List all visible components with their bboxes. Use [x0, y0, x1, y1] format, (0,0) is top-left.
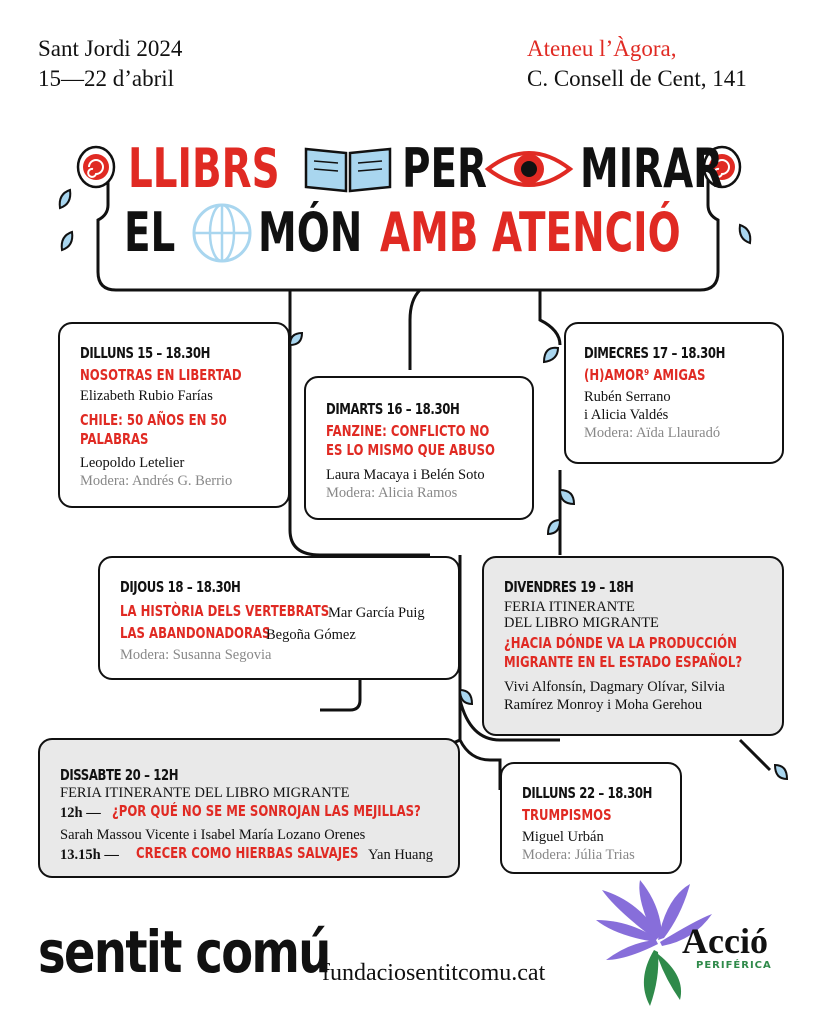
event-title: TRUMPISMOS	[522, 806, 612, 824]
event-author: Mar García Puig	[328, 605, 425, 621]
periferica-wordmark: PERIFÉRICA	[696, 960, 772, 971]
footer-url[interactable]: fundaciosentitcomu.cat	[322, 960, 546, 986]
event-card-thu18	[98, 556, 460, 680]
title-word-amb-atencio: AMB ATENCIÓ	[380, 201, 681, 264]
event-day: DISSABTE 20 – 12H	[60, 766, 179, 784]
event-title: ES LO MISMO QUE ABUSO	[326, 441, 496, 459]
event-title: LA HISTÒRIA DELS VERTEBRATS	[120, 602, 330, 620]
event-time: 12h —	[60, 805, 101, 821]
event-card-fri19	[482, 556, 784, 736]
event-title: PALABRAS	[80, 430, 149, 448]
accio-periferica-logo	[596, 880, 796, 1010]
event-moderator: Modera: Andrés G. Berrio	[80, 473, 233, 489]
event-authors: Ramírez Monroy i Moha Gerehou	[504, 697, 703, 713]
event-authors: Laura Macaya i Belén Soto	[326, 467, 485, 483]
event-title: MIGRANTE EN EL ESTADO ESPAÑOL?	[504, 653, 743, 671]
event-author: Elizabeth Rubio Farías	[80, 388, 213, 404]
venue-name: Ateneu l’Àgora,	[527, 36, 677, 61]
title-word-el: EL	[124, 201, 176, 264]
event-day: DIMECRES 17 – 18.30H	[584, 344, 726, 362]
event-day: DIVENDRES 19 – 18H	[504, 578, 634, 596]
event-time: 13.15h —	[60, 847, 119, 863]
event-day: DILLUNS 15 – 18.30H	[80, 344, 211, 362]
event-card-mon15	[58, 322, 290, 508]
event-card-mon22	[500, 762, 682, 874]
event-name: Sant Jordi 2024	[38, 36, 183, 61]
event-dates: 15—22 d’abril	[38, 66, 175, 91]
event-authors: Vivi Alfonsín, Dagmary Olívar, Silvia	[504, 679, 725, 695]
eye-icon	[484, 143, 574, 195]
event-card-sat20	[38, 738, 460, 878]
event-subtitle: FERIA ITINERANTE	[504, 599, 635, 615]
venue-address: C. Consell de Cent, 141	[527, 66, 747, 91]
event-title: CRECER COMO HIERBAS SALVAJES	[136, 844, 359, 862]
event-title: ¿HACIA DÓNDE VA LA PRODUCCIÓN	[504, 634, 737, 652]
title-banner	[98, 135, 724, 290]
event-author: i Alicia Valdés	[584, 407, 669, 423]
event-moderator: Modera: Aïda Llauradó	[584, 425, 721, 441]
title-word-mon: MÓN	[258, 201, 363, 264]
event-card-tue16	[304, 376, 534, 520]
event-author: Miguel Urbán	[522, 829, 604, 845]
event-title: CHILE: 50 AÑOS EN 50	[80, 411, 227, 429]
accio-wordmark: Acció	[682, 921, 768, 961]
event-author: Yan Huang	[368, 847, 433, 863]
event-day: DIMARTS 16 – 18.30H	[326, 400, 460, 418]
event-moderator: Modera: Júlia Trias	[522, 847, 635, 863]
sentit-comu-logo: sentit comú	[38, 918, 330, 986]
rose-icon	[74, 143, 118, 193]
event-title: ¿POR QUÉ NO SE ME SONROJAN LAS MEJILLAS?	[112, 802, 421, 820]
event-day: DIJOUS 18 – 18.30H	[120, 578, 241, 596]
event-author: Leopoldo Letelier	[80, 455, 185, 471]
event-title: (H)AMOR⁹ AMIGAS	[584, 366, 706, 384]
globe-icon	[190, 201, 254, 265]
event-subtitle: DEL LIBRO MIGRANTE	[504, 615, 659, 631]
event-authors: Sarah Massou Vicente i Isabel María Lozano Orenes	[60, 827, 366, 843]
title-word-llibrs: LLIBRS	[128, 137, 280, 200]
event-moderator: Modera: Susanna Segovia	[120, 647, 272, 663]
event-subtitle: FERIA ITINERANTE DEL LIBRO MIGRANTE	[60, 785, 350, 801]
event-title: NOSOTRAS EN LIBERTAD	[80, 366, 242, 384]
title-word-per: PER	[402, 137, 487, 200]
event-day: DILLUNS 22 – 18.30H	[522, 784, 653, 802]
book-icon	[302, 143, 394, 197]
event-author: Begoña Gómez	[266, 627, 356, 643]
title-word-mirar: MIRAR	[580, 137, 724, 200]
event-author: Rubén Serrano	[584, 389, 671, 405]
event-moderator: Modera: Alicia Ramos	[326, 485, 458, 501]
event-title: FANZINE: CONFLICTO NO	[326, 422, 490, 440]
event-title: LAS ABANDONADORAS	[120, 624, 271, 642]
event-card-wed17	[564, 322, 784, 464]
